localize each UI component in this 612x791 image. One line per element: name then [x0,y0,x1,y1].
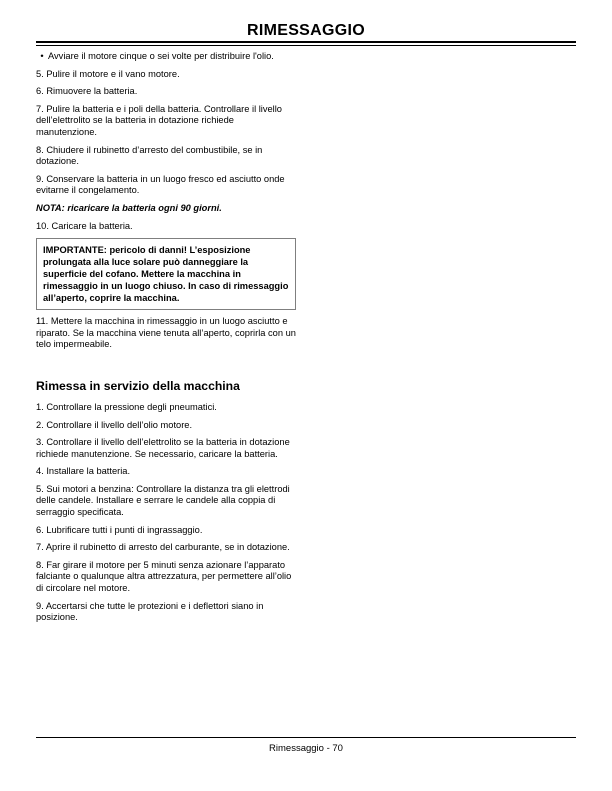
service-step-6: 6. Lubrificare tutti i punti di ingrassaggio. [36,524,203,535]
content-column [36,51,296,630]
storage-step-5: 5. Pulire il motore e il vano motore. [36,68,180,79]
storage-step-9: 9. Conservare la batteria in un luogo fresco ed asciutto onde evitarne il congelamento. [36,173,285,196]
service-step-7: 7. Aprire il rubinetto di arresto del carburante, se in dotazione. [36,542,290,553]
warning-box: IMPORTANTE: pericolo di danni! L’esposizione prolungata alla luce solare può danneggiare la superficie del cofano. Mettere la macchina in rimessaggio in un luogo chiuso. In caso di rimessaggio all’aperto, coprire la macchina. [36,238,296,310]
storage-step-10: 10. Caricare la batteria. [36,220,133,231]
service-step-2: 2. Controllare il livello dell’olio motore. [36,419,193,430]
storage-step-6: 6. Rimuovere la batteria. [36,86,138,97]
header-rule-thin [36,45,576,46]
page-header-title: RIMESSAGGIO [247,22,365,39]
storage-step-8: 8. Chiudere il rubinetto d’arresto del combustibile, se in dotazione. [36,144,263,167]
storage-step-7: 7. Pulire la batteria e i poli della batteria. Controllare il livello dell’elettrolito se la batteria in dotazione richiede manutenzione. [36,103,282,137]
page-footer: Rimessaggio - 70 [269,743,343,754]
service-step-9: 9. Accertarsi che tutte le protezioni e i deflettori siano in posizione. [36,600,264,623]
section-title: Rimessa in servizio della macchina [36,378,240,393]
service-step-1: 1. Controllare la pressione degli pneumatici. [36,401,217,412]
bullet-text: Avviare il motore cinque o sei volte per distribuire l'olio. [48,51,274,61]
bullet-dot: • [40,51,44,61]
service-step-5: 5. Sui motori a benzina: Controllare la distanza tra gli elettrodi delle candele. Installare e serrare le candele alla coppia di serraggio specificata. [36,483,290,518]
battery-note: NOTA: ricaricare la batteria ogni 90 giorni. [36,202,222,213]
header-rule-thick [36,41,576,43]
service-step-4: 4. Installare la batteria. [36,466,131,477]
service-step-3: 3. Controllare il livello dell’elettrolito se la batteria in dotazione richiede manutenzione. Se necessario, caricare la batteria. [36,437,290,459]
footer-rule [36,737,576,738]
storage-step-11: 11. Mettere la macchina in rimessaggio in un luogo asciutto e riparato. Se la macchina viene tenuta all’aperto, coprirla con un telo impermeabile. [36,316,296,350]
bullet-item [36,51,296,63]
service-step-8: 8. Far girare il motore per 5 minuti senza azionare l’apparato falciante o qualunque altra attrezzatura, per permettere all’olio di circolare nel motore. [36,559,292,594]
